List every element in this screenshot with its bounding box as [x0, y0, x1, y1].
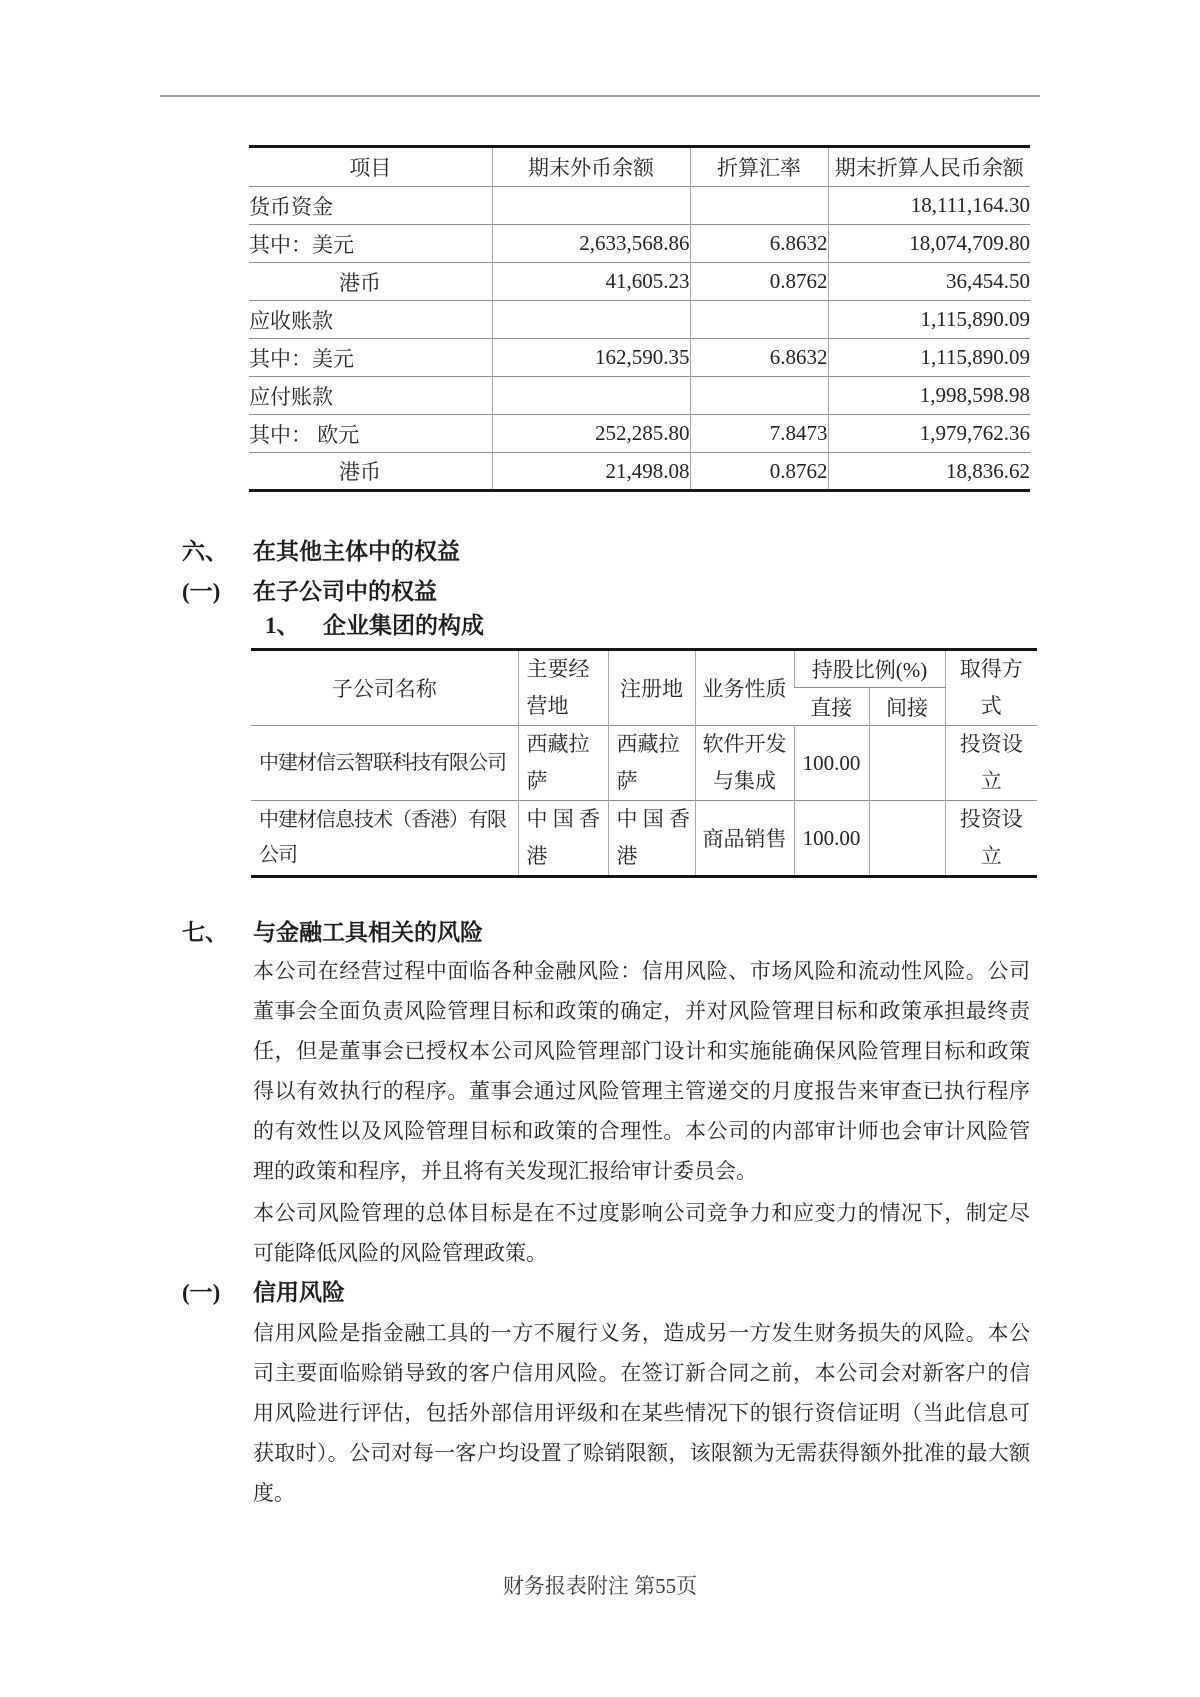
table-row [249, 187, 1030, 225]
cell-rmb: 1,998,598.98 [828, 377, 1030, 415]
cell-rate: 7.8473 [690, 415, 828, 453]
cell-main-place [518, 801, 608, 877]
paragraph-line: 度。 [253, 1481, 295, 1505]
paragraph-line: 可能降低风险的风险管理政策。 [253, 1241, 547, 1265]
col-header-subsidiary-name: 子公司名称 [331, 677, 437, 701]
col-header-rmb-balance: 期末折算人民币余额 [828, 147, 1030, 187]
cell-line: 投资设 [959, 807, 1023, 831]
section-title: 与金融工具相关的风险 [253, 920, 483, 945]
cell-line: 中建材信息技术（香港）有限 [259, 809, 506, 831]
header-line: 营地 [526, 694, 569, 718]
page-footer: 财务报表附注 第55页 [502, 1574, 698, 1598]
paragraph-line: 董事会全面负责风险管理目标和政策的确定，并对风险管理目标和政策承担最终责 [253, 999, 1030, 1023]
section-title: 在子公司中的权益 [253, 579, 437, 604]
col-header-main-place [518, 650, 608, 726]
risk-intro-paragraph [253, 951, 1030, 1191]
cell-direct-ratio: 100.00 [794, 801, 869, 877]
table-row [251, 726, 1037, 801]
table-row [249, 301, 1030, 339]
credit-risk-paragraph [253, 1313, 1030, 1513]
cell-indirect-ratio [869, 726, 945, 801]
cell-main-place [518, 726, 608, 801]
col-header-acquisition [945, 650, 1037, 726]
paragraph-line: 用风险进行评估，包括外部信用评级和在某些情况下的银行资信证明（当此信息可 [253, 1401, 1030, 1425]
col-header-direct: 直接 [810, 695, 853, 720]
cell-line: 西藏拉 [616, 732, 680, 756]
cell-fx: 2,633,568.86 [492, 225, 690, 263]
cell-line: 港 [526, 844, 548, 868]
col-header-registered-place: 注册地 [608, 650, 695, 726]
subsidiary-table [251, 648, 1037, 878]
cell-item: 其中： 欧元 [249, 422, 360, 447]
cell-line: 港 [616, 844, 638, 868]
cell-item: 其中：美元 [249, 232, 354, 257]
cell-rmb: 18,074,709.80 [828, 225, 1030, 263]
cell-line: 萨 [526, 769, 548, 793]
section-six-one-1-heading [265, 606, 484, 646]
header-line: 主要经 [526, 657, 590, 681]
paragraph-line: 获取时）。公司对每一客户均设置了赊销限额，该限额为无需获得额外批准的最大额 [253, 1441, 1030, 1465]
cell-line: 投资设 [959, 732, 1023, 756]
cell-line: 中 国 香 [526, 807, 600, 831]
cell-fx: 252,285.80 [492, 415, 690, 453]
cell-line: 中 国 香 [616, 807, 690, 831]
cell-item: 港币 [339, 460, 381, 484]
cell-line: 西藏拉 [526, 732, 590, 756]
cell-indirect-ratio [869, 801, 945, 877]
col-header-fx-balance: 期末外币余额 [492, 147, 690, 187]
cell-line: 中建材信云智联科技有限公司 [259, 751, 506, 774]
section-seven-one-heading [182, 1273, 345, 1313]
page-header-rule [160, 95, 1040, 97]
table-row [249, 339, 1030, 377]
cell-acquisition [945, 726, 1037, 801]
cell-direct-ratio: 100.00 [794, 726, 869, 801]
col-header-rate: 折算汇率 [690, 147, 828, 187]
section-number: (一) [182, 1280, 221, 1305]
cell-item: 港币 [339, 270, 381, 295]
risk-goal-paragraph [253, 1193, 1030, 1273]
cell-registered-place [608, 801, 695, 877]
cell-subsidiary-name [251, 726, 518, 801]
paragraph-line: 得以有效执行的程序。董事会通过风险管理主管递交的月度报告来审查已执行程序 [253, 1079, 1030, 1103]
section-seven-heading [182, 913, 483, 953]
cell-item: 其中：美元 [249, 346, 354, 371]
section-title: 企业集团的构成 [323, 613, 484, 638]
cell-acquisition [945, 801, 1037, 877]
section-title: 信用风险 [253, 1280, 345, 1305]
cell-line: 立 [980, 844, 1002, 868]
cell-rmb: 1,115,890.09 [828, 301, 1030, 339]
cell-rate: 6.8632 [690, 225, 828, 263]
col-header-business-nature: 业务性质 [695, 650, 794, 726]
cell-rate: 0.8762 [690, 263, 828, 301]
cell-rate [690, 187, 828, 225]
cell-fx [492, 187, 690, 225]
col-header-holding-ratio: 持股比例(%) [794, 650, 945, 688]
header-line: 取得方 [959, 657, 1023, 681]
cell-rate [690, 301, 828, 339]
table-row [249, 263, 1030, 301]
cell-fx [492, 377, 690, 415]
cell-fx: 162,590.35 [492, 339, 690, 377]
table-header-row [251, 650, 1037, 688]
section-number: 七、 [182, 920, 228, 945]
cell-line: 软件开发 [702, 732, 787, 756]
cell-subsidiary-name [251, 801, 518, 877]
cell-rmb: 18,111,164.30 [828, 187, 1030, 225]
paragraph-line: 信用风险是指金融工具的一方不履行义务，造成另一方发生财务损失的风险。本公 [253, 1321, 1030, 1345]
cell-line: 立 [980, 769, 1002, 793]
table-header-row [249, 147, 1030, 187]
table-row [249, 415, 1030, 453]
section-number: 1、 [265, 613, 300, 638]
cell-rmb: 1,115,890.09 [828, 339, 1030, 377]
cell-registered-place [608, 726, 695, 801]
currency-balance-table [249, 145, 1030, 492]
cell-rate [690, 377, 828, 415]
header-line: 式 [980, 694, 1002, 718]
col-header-item: 项目 [349, 156, 392, 180]
paragraph-line: 的有效性以及风险管理目标和政策的合理性。本公司的内部审计师也会审计风险管 [253, 1119, 1030, 1143]
table-row [251, 801, 1037, 877]
section-six-heading [182, 532, 460, 572]
paragraph-line: 本公司风险管理的总体目标是在不过度影响公司竞争力和应变力的情况下，制定尽 [253, 1201, 1030, 1225]
cell-rate: 0.8762 [690, 453, 828, 491]
paragraph-line: 任，但是董事会已授权本公司风险管理部门设计和实施能确保风险管理目标和政策 [253, 1039, 1030, 1063]
section-title: 在其他主体中的权益 [253, 539, 460, 564]
cell-rate: 6.8632 [690, 339, 828, 377]
paragraph-line: 理的政策和程序，并且将有关发现汇报给审计委员会。 [253, 1159, 757, 1183]
section-number: 六、 [182, 539, 228, 564]
cell-business-nature: 商品销售 [695, 801, 794, 877]
table-row [249, 377, 1030, 415]
cell-rmb: 1,979,762.36 [828, 415, 1030, 453]
paragraph-line: 司主要面临赊销导致的客户信用风险。在签订新合同之前，本公司会对新客户的信 [253, 1361, 1030, 1385]
cell-line: 萨 [616, 769, 638, 793]
table-row [249, 453, 1030, 491]
col-header-indirect: 间接 [869, 688, 945, 726]
cell-line: 公司 [259, 844, 297, 866]
paragraph-line: 本公司在经营过程中面临各种金融风险：信用风险、市场风险和流动性风险。公司 [253, 959, 1030, 983]
cell-item: 应付账款 [249, 384, 333, 409]
cell-item: 货币资金 [249, 194, 333, 219]
cell-item: 应收账款 [249, 308, 333, 333]
cell-business-nature [695, 726, 794, 801]
cell-fx: 21,498.08 [492, 453, 690, 491]
section-number: (一) [182, 579, 221, 604]
cell-fx [492, 301, 690, 339]
table-row [249, 225, 1030, 263]
cell-rmb: 18,836.62 [828, 453, 1030, 491]
cell-line: 与集成 [713, 769, 776, 793]
cell-rmb: 36,454.50 [828, 263, 1030, 301]
cell-fx: 41,605.23 [492, 263, 690, 301]
